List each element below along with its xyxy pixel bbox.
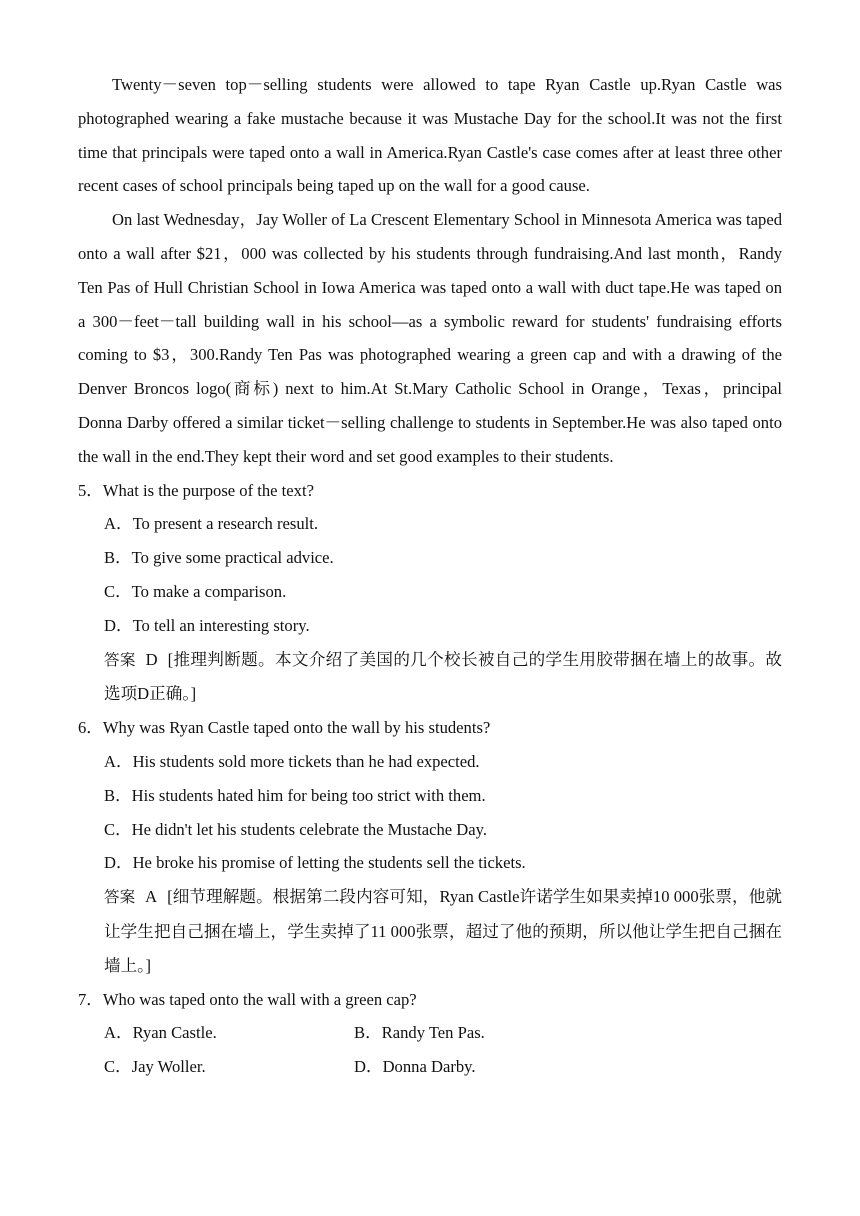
- question-stem: 7．Who was taped onto the wall with a green cap?: [78, 989, 417, 1009]
- question-stem: 5．What is the purpose of the text?: [78, 480, 314, 500]
- option-d: D．To tell an interesting story.: [104, 615, 310, 635]
- option-a: A．To present a research result.: [104, 514, 319, 534]
- answer-explanation: [推理判断题。本文介绍了美国的几个校长被自己的学生用胶带捆在墙上的故事。故选项D正确。]: [104, 649, 782, 704]
- answer-explanation: [细节理解题。根据第二段内容可知，Ryan Castle许诺学生如果卖掉10 000张票，他就让学生把自己捆在墙上，学生卖掉了11 000张票，超过了他的预期，所以他让学生把自己捆在墙上。]: [104, 887, 782, 975]
- option-c: C．Jay Woller.: [104, 1057, 206, 1077]
- option-b: B．Randy Ten Pas.: [354, 1023, 485, 1043]
- question-7: [78, 983, 782, 1084]
- answer-letter: A: [145, 887, 158, 907]
- option-row: [104, 1016, 782, 1050]
- answer-label: 答案: [104, 650, 136, 669]
- answer-block: [104, 643, 782, 712]
- question-6: [78, 711, 782, 982]
- option-b: B．To give some practical advice.: [104, 548, 334, 568]
- option-row: [104, 1050, 782, 1084]
- passage-paragraph-2: On last Wednesday，Jay Woller of La Crescent Elementary School in Minnesota America was taped onto a wall after $21，000 was collected by his students through fundraising.And last month，Randy Ten Pas of Hull Christian School in Iowa America was taped onto a wall with duct tape.He was taped on a 300－feet－tall building wall in his school—as a symbolic reward for students' fundraising efforts coming to $3，300.Randy Ten Pas was photographed wearing a green cap and with a drawing of the Denver Broncos logo(商标) next to him.At St.Mary Catholic School in Orange，Texas，principal Donna Darby offered a similar ticket－selling challenge to students in September.He was also taped onto the wall in the end.They kept their word and set good examples to their students.: [78, 210, 782, 466]
- answer-label: 答案: [104, 888, 136, 907]
- option-a: A．His students sold more tickets than he had expected.: [104, 751, 480, 771]
- option-d: D．Donna Darby.: [354, 1057, 476, 1077]
- question-5: [78, 474, 782, 712]
- option-c: C．To make a comparison.: [104, 581, 287, 601]
- answer-block: [104, 880, 782, 982]
- answer-letter: D: [145, 649, 158, 669]
- question-stem: 6．Why was Ryan Castle taped onto the wall by his students?: [78, 718, 491, 738]
- passage-paragraph-1: Twenty－seven top－selling students were allowed to tape Ryan Castle up.Ryan Castle was photographed wearing a fake mustache because it was Mustache Day for the school.It was not the first time that principals were taped onto a wall in America.Ryan Castle's case comes after at least three other recent cases of school principals being taped up on the wall for a good cause.: [78, 75, 782, 196]
- option-a: A．Ryan Castle.: [104, 1023, 217, 1043]
- option-b: B．His students hated him for being too strict with them.: [104, 785, 486, 805]
- option-d: D．He broke his promise of letting the students sell the tickets.: [104, 853, 526, 873]
- option-c: C．He didn't let his students celebrate the Mustache Day.: [104, 819, 488, 839]
- document-page: [78, 68, 782, 1084]
